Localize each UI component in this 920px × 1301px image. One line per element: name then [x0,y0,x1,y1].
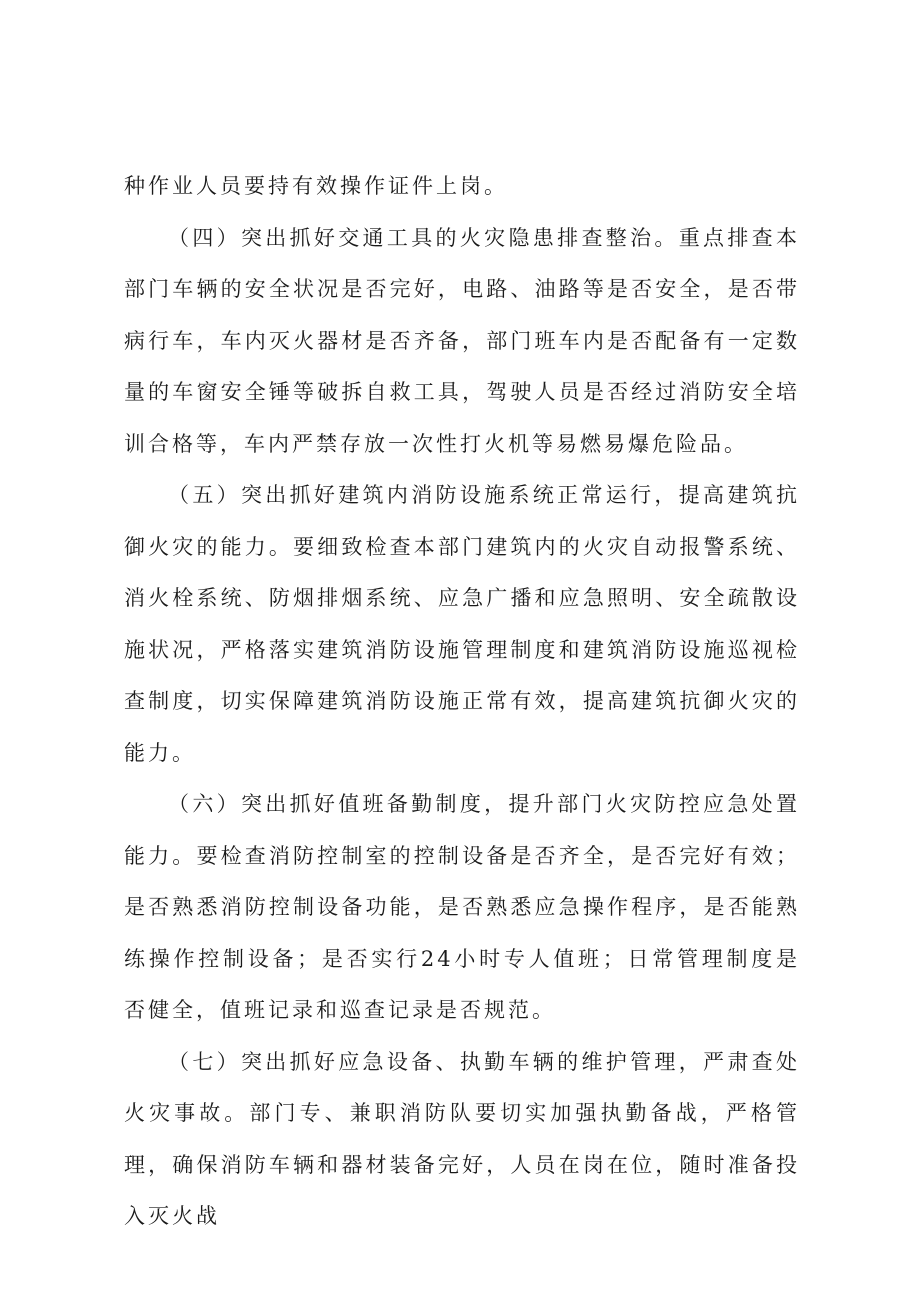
paragraph-item-4: （四）突出抓好交通工具的火灾隐患排查整治。重点排查本部门车辆的安全状况是否完好，电路、油路等是否安全，是否带病行车，车内灭火器材是否齐备，部门班车内是否配备有一定数量的车窗安全锤等破拆自救工具，驾驶人员是否经过消防安全培训合格等，车内严禁存放一次性打火机等易燃易爆危险品。 [124,225,800,456]
paragraph-item-5: （五）突出抓好建筑内消防设施系统正常运行，提高建筑抗御火灾的能力。要细致检查本部门建筑内的火灾自动报警系统、消火栓系统、防烟排烟系统、应急广播和应急照明、安全疏散设施状况，严格落实建筑消防设施管理制度和建筑消防设施巡视检查制度，切实保障建筑消防设施正常有效，提高建筑抗御火灾的能力。 [124,483,800,765]
paragraph-item-7: （七）突出抓好应急设备、执勤车辆的维护管理，严肃查处火灾事故。部门专、兼职消防队要切实加强执勤备战，严格管理，确保消防车辆和器材装备完好，人员在岗在位，随时准备投入灭火战 [124,1049,800,1228]
paragraph-item-6: （六）突出抓好值班备勤制度，提升部门火灾防控应急处置能力。要检查消防控制室的控制设备是否齐全，是否完好有效；是否熟悉消防控制设备功能，是否熟悉应急操作程序，是否能熟练操作控制设备；是否实行24小时专人值班；日常管理制度是否健全，值班记录和巡查记录是否规范。 [124,792,800,1022]
document-body [124,161,800,1243]
paragraph-continuation: 种作业人员要持有效操作证件上岗。 [124,174,508,198]
